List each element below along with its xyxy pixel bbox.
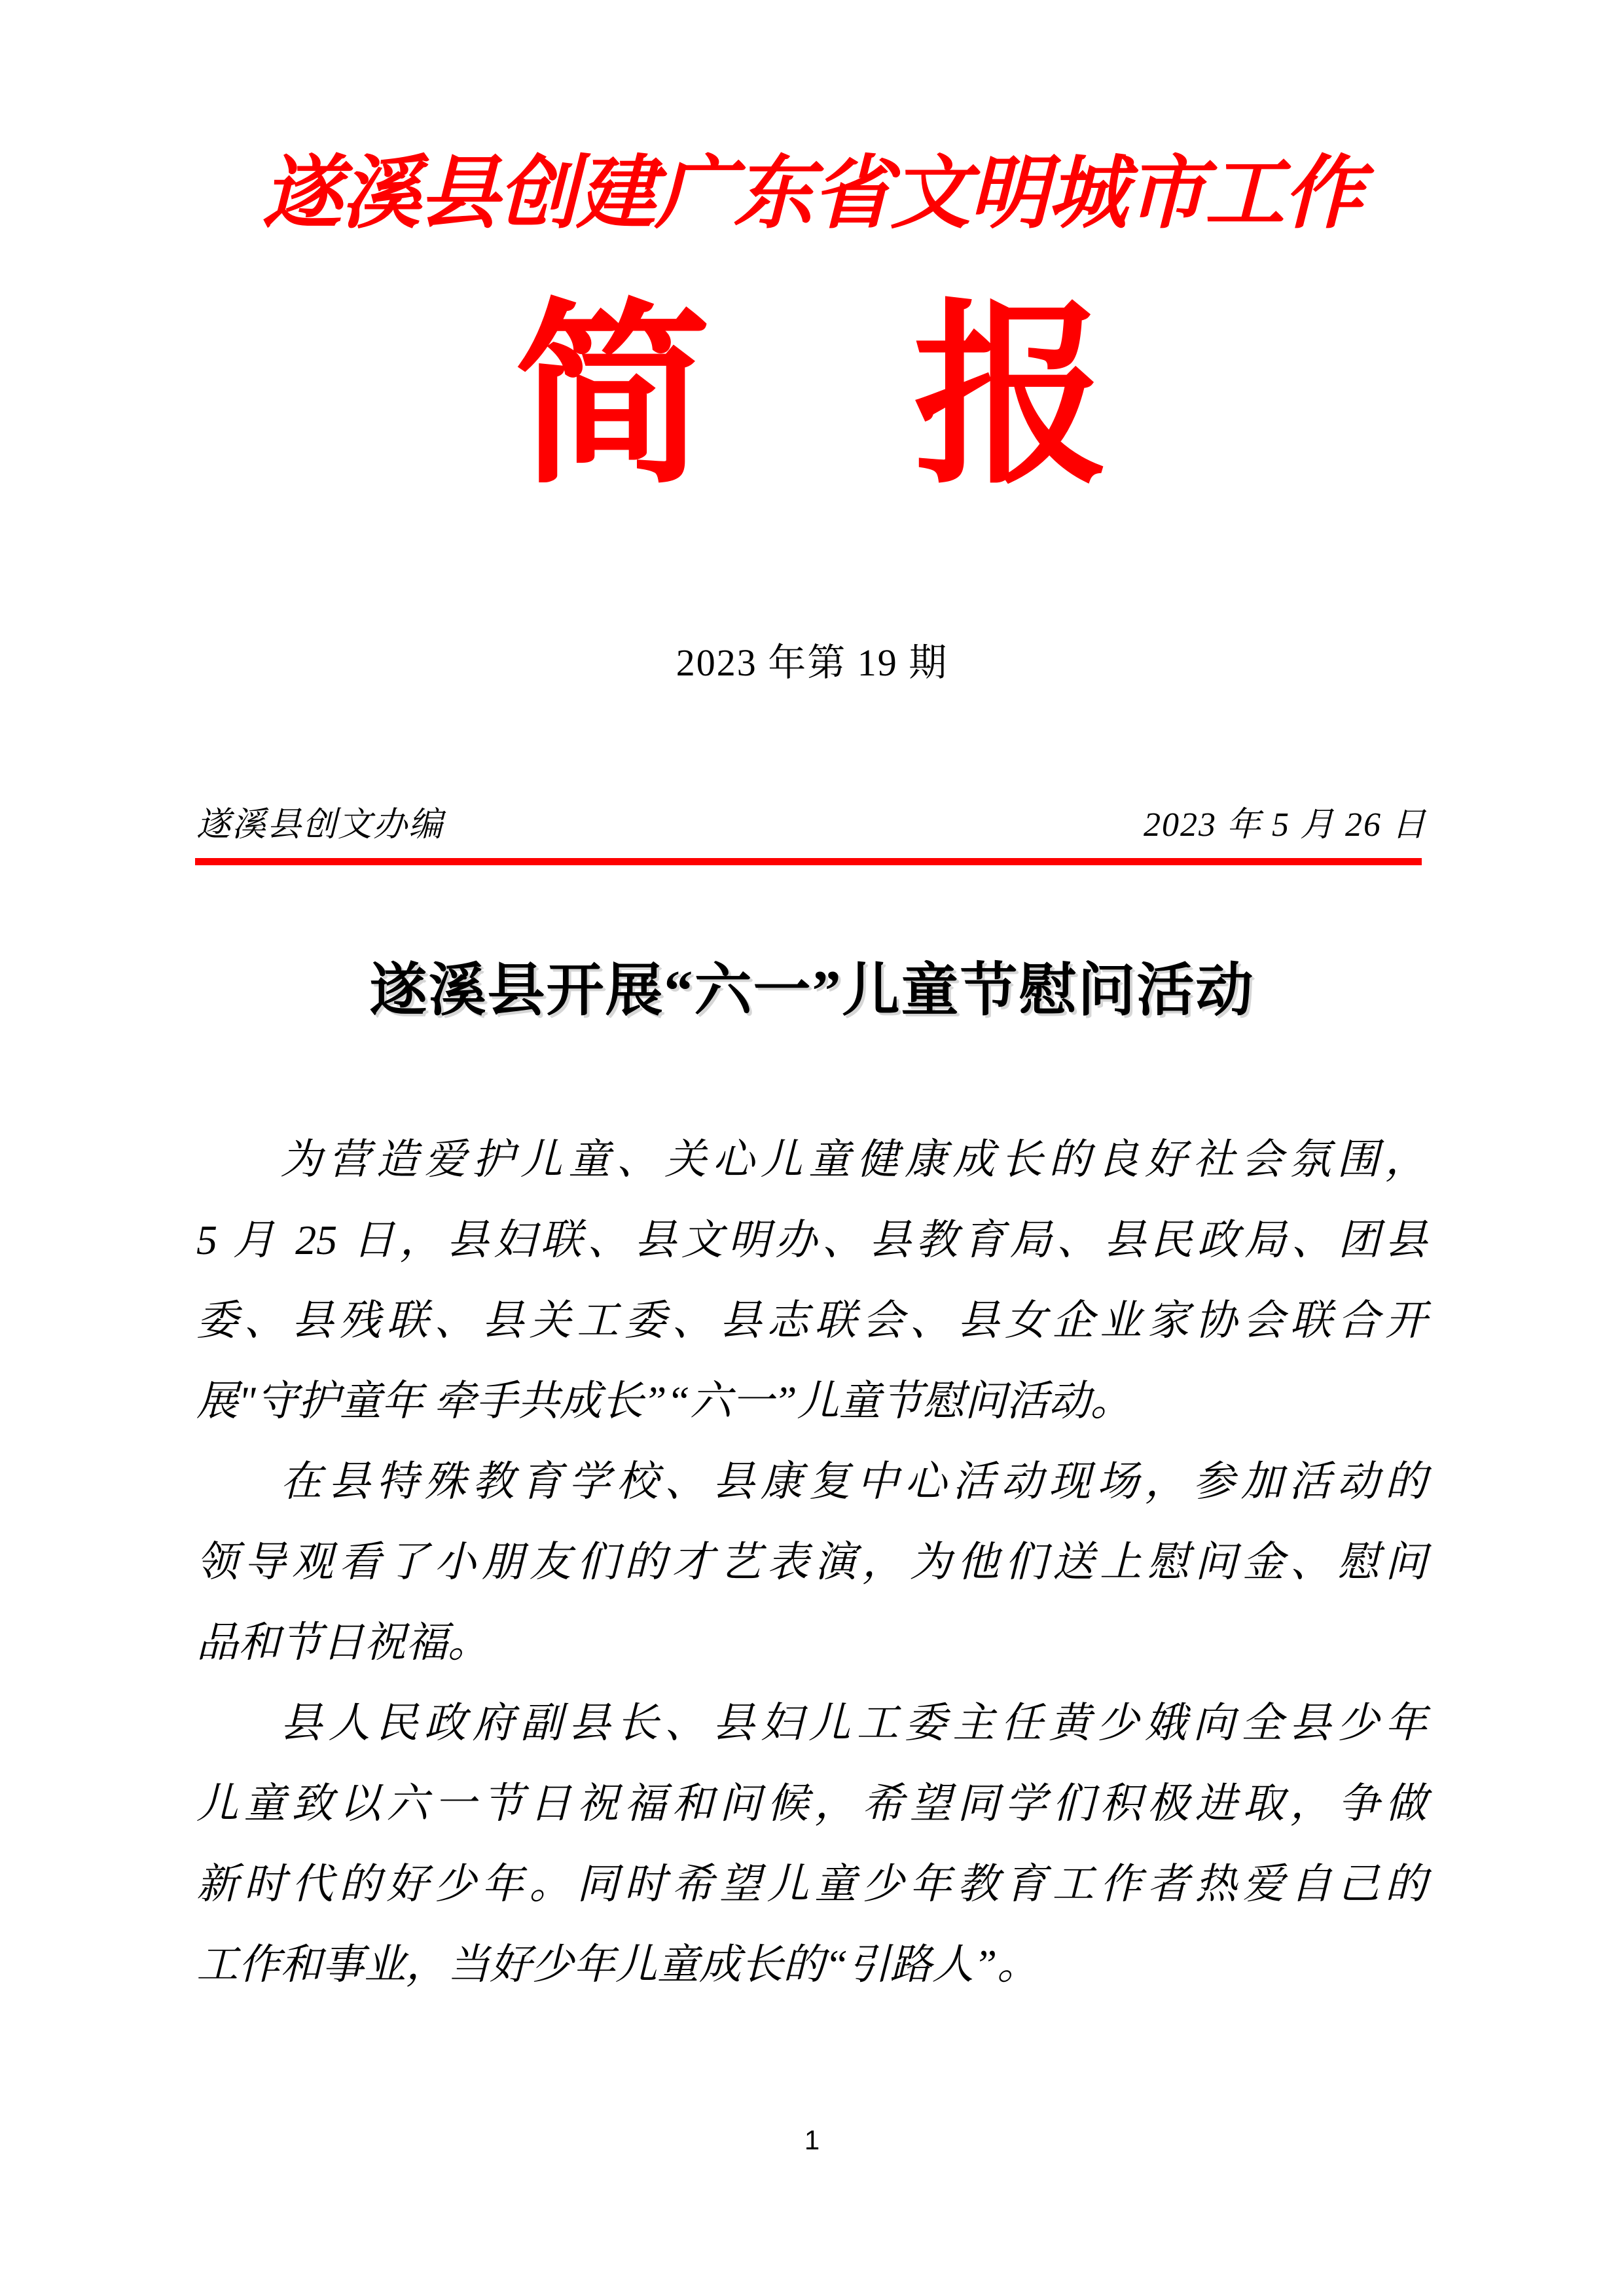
body-line: 展"守护童年 牵手共成长”“六一”儿童节慰问活动。 <box>196 1378 1132 1424</box>
body-line: 为营造爱护儿童、关心儿童健康成长的良好社会氛围， <box>280 1136 1427 1183</box>
body-line: 委、县残联、县关工委、县志联会、县女企业家协会联合开 <box>196 1297 1427 1344</box>
meta-row <box>196 802 1427 848</box>
red-divider-rule <box>195 858 1422 865</box>
page-number: 1 <box>804 2125 820 2155</box>
article-title: 遂溪县开展“六一”儿童节慰问活动 <box>369 960 1255 1023</box>
body-line: 县人民政府副县长、县妇儿工委主任黄少娥向全县少年 <box>280 1700 1427 1746</box>
masthead-title: 简 报 <box>514 289 1110 507</box>
issue-number: 2023 年第 19 期 <box>676 641 948 684</box>
article-body <box>196 1119 1427 2005</box>
body-line: 品和节日祝福。 <box>196 1619 490 1666</box>
body-line: 工作和事业，当好少年儿童成长的“引路人”。 <box>196 1941 1039 1988</box>
body-line: 领导观看了小朋友们的才艺表演，为他们送上慰问金、慰问 <box>196 1539 1427 1585</box>
publish-date: 2023 年 5 月 26 日 <box>1143 806 1427 844</box>
body-line: 在县特殊教育学校、县康复中心活动现场，参加活动的 <box>280 1458 1427 1505</box>
body-line: 新时代的好少年。同时希望儿童少年教育工作者热爱自己的 <box>196 1861 1427 1907</box>
body-line: 5 月 25 日，县妇联、县文明办、县教育局、县民政局、团县 <box>196 1217 1427 1263</box>
org-title: 遂溪县创建广东省文明城市工作 <box>262 150 1362 238</box>
body-line: 儿童致以六一节日祝福和问候，希望同学们积极进取，争做 <box>196 1780 1427 1827</box>
editor-credit: 遂溪县创文办编 <box>196 806 444 844</box>
